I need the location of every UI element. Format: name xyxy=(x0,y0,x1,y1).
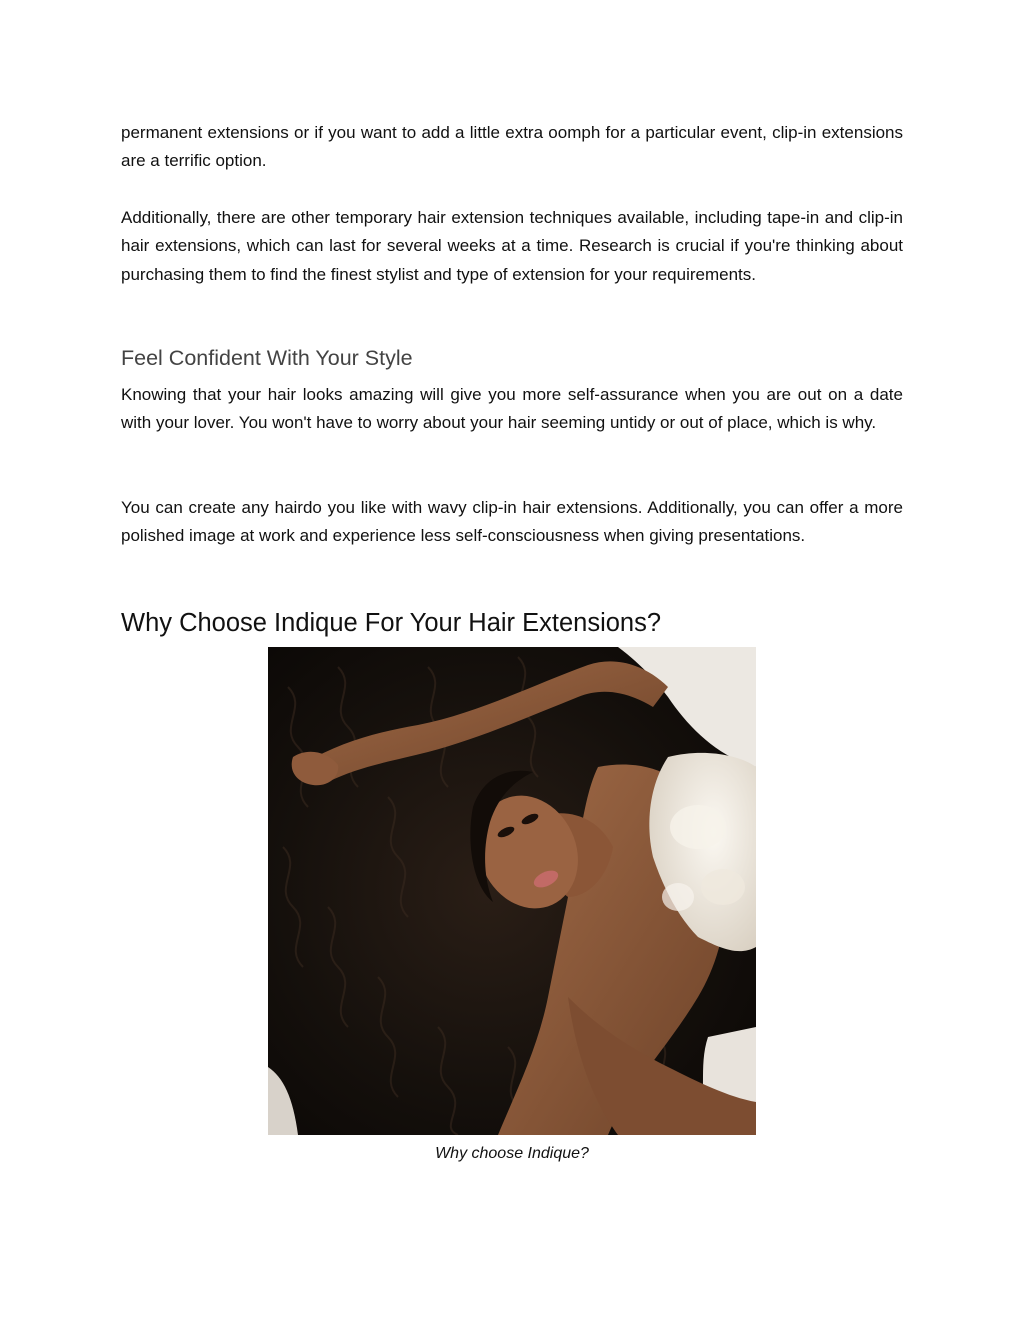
paragraph-temporary-techniques: Additionally, there are other temporary hair extension techniques available, including tape-in and clip-in hair extensions, which can last for several weeks at a time. Research is crucial if you're thinking about purchasing them to find the finest stylist and type of extension for your requirements. xyxy=(121,208,903,284)
section-heading: Feel Confident With Your Style xyxy=(121,346,413,370)
paragraph-hairdo-options: You can create any hairdo you like with wavy clip-in hair extensions. Additionally, you can offer a more polished image at work and experience less self-consciousness when giving presentations. xyxy=(121,498,903,546)
paragraph-clip-in-option: permanent extensions or if you want to add a little extra oomph for a particular event, clip-in extensions are a terrific option. xyxy=(121,123,903,171)
woman-with-long-curly-hair-photo xyxy=(268,647,756,1135)
paragraph-self-assurance: Knowing that your hair looks amazing will give you more self-assurance when you are out on a date with your lover. You won't have to worry about your hair seeming untidy or out of place, which is why. xyxy=(121,385,903,433)
main-heading: Why Choose Indique For Your Hair Extensions? xyxy=(121,609,662,637)
figure-caption: Why choose Indique? xyxy=(435,1145,589,1162)
